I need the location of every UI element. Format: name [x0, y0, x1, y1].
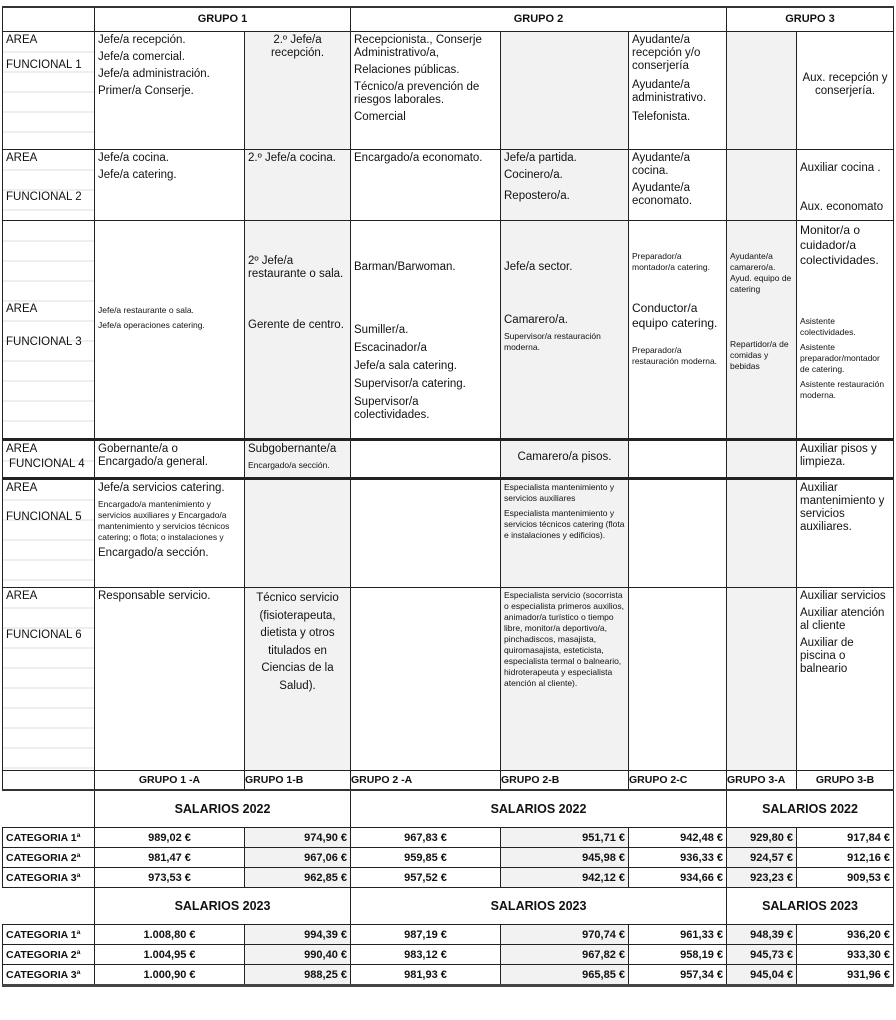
corner-cell	[3, 7, 95, 32]
cell-grupo-2a	[351, 440, 501, 479]
job-title: Aux. recepción y conserjería.	[802, 72, 888, 97]
job-title: Camarero/a pisos.	[517, 450, 612, 463]
area-row	[3, 150, 894, 221]
job-title: Sumiller/a.	[354, 324, 409, 336]
salary-grupo-2b: 945,98 €	[501, 848, 629, 868]
salary-grupo-2a: 981,93 €	[351, 965, 501, 986]
job-title: Jefe/a operaciones catering.	[98, 320, 205, 330]
area-label-bottom: FUNCIONAL 3	[6, 336, 82, 348]
job-title: Jefe/a partida.	[504, 152, 577, 164]
job-title: 2.º Jefe/a cocina.	[248, 152, 336, 164]
salary-grupo-3b: 936,20 €	[797, 925, 894, 945]
job-title: Jefe/a restaurante o sala.	[98, 305, 194, 315]
cell-grupo-1b	[245, 479, 351, 588]
job-title: Técnico servicio (fisioterapeuta, dietista y otros titulados en Ciencias de la Salud).	[256, 592, 339, 692]
salary-grupo-2c: 942,48 €	[629, 828, 727, 848]
cell-grupo-2b	[501, 221, 629, 440]
area-row	[3, 221, 894, 440]
category-label: CATEGORIA 2ª	[3, 945, 95, 965]
salary-grupo-1a: 1.004,95 €	[95, 945, 245, 965]
cell-grupo-2c	[629, 479, 727, 588]
cell-grupo-1a	[95, 440, 245, 479]
salary-grupo-3a: 923,23 €	[727, 868, 797, 888]
salary-year-title: SALARIOS 2023	[95, 888, 351, 925]
job-title: Supervisor/a catering.	[354, 378, 466, 390]
group-label-grupo-2c: GRUPO 2-C	[629, 771, 727, 791]
area-label-top: AREA	[6, 34, 38, 46]
job-title: Encargado/a economato.	[354, 152, 483, 164]
job-title: Preparador/a montador/a catering.	[632, 251, 710, 272]
cell-grupo-1b	[245, 440, 351, 479]
cell-grupo-3a	[727, 32, 797, 150]
job-title: Conductor/a equipo catering.	[632, 301, 718, 330]
group-label-row	[3, 771, 894, 791]
job-title: Jefe/a sector.	[504, 261, 573, 273]
job-title: Gobernante/a o Encargado/a general.	[98, 443, 208, 468]
cell-grupo-1a	[95, 221, 245, 440]
salary-grupo-3a: 945,04 €	[727, 965, 797, 986]
job-title: Ayudante/a cocina.	[632, 152, 690, 177]
group-label-blank	[3, 771, 95, 791]
salary-row	[3, 848, 894, 868]
cell-grupo-1a	[95, 32, 245, 150]
cell-grupo-2a	[351, 221, 501, 440]
job-title: Encargado/a sección.	[98, 547, 209, 559]
cell-grupo-2a	[351, 150, 501, 221]
job-title: Gerente de centro.	[248, 319, 344, 331]
group-1-header: GRUPO 1	[95, 7, 351, 32]
job-title: Supervisor/a colectividades.	[354, 396, 430, 421]
cell-grupo-1b	[245, 588, 351, 771]
area-label-bottom: FUNCIONAL 6	[6, 629, 82, 641]
job-title: Encargado/a mantenimiento y servicios auxiliares y Encargado/a mantenimiento y servicios técnicos catering; o flota; o instalaciones y	[98, 499, 230, 542]
area-label-top: AREA	[6, 590, 38, 602]
salary-grupo-1a: 1.008,80 €	[95, 925, 245, 945]
area-label	[3, 440, 95, 479]
job-title: Encargado/a sección.	[248, 460, 330, 470]
salary-grupo-3b: 912,16 €	[797, 848, 894, 868]
group-label-grupo-3b: GRUPO 3-B	[797, 771, 894, 791]
cell-grupo-2a	[351, 479, 501, 588]
area-label	[3, 32, 95, 150]
job-title: Especialista servicio (socorrista o especialista primeros auxilios, animador/a turístico o tiempo libre, monitor/a deportivo/a, pinchadiscos, masajista, quiromasajista, esteticista, especialista termal o balneario, hidroterapeuta y especialista atención al cliente).	[504, 590, 624, 688]
salary-row	[3, 925, 894, 945]
job-title: Ayudante/a camarero/a. Ayud. equipo de catering	[730, 251, 792, 294]
area-label	[3, 588, 95, 771]
area-label-top: AREA	[6, 152, 38, 164]
cell-grupo-3b	[797, 32, 894, 150]
cell-grupo-2c	[629, 440, 727, 479]
job-title: Asistente preparador/montador de catering.	[800, 342, 880, 374]
salary-grupo-2c: 961,33 €	[629, 925, 727, 945]
salary-grupo-3b: 909,53 €	[797, 868, 894, 888]
job-title: Jefe/a recepción.	[98, 34, 186, 46]
salary-grupo-1b: 967,06 €	[245, 848, 351, 868]
cell-grupo-3a	[727, 440, 797, 479]
job-title: 2.º Jefe/a recepción.	[270, 34, 325, 59]
salary-title-row	[3, 888, 894, 925]
salary-grupo-1a: 1.000,90 €	[95, 965, 245, 986]
salary-row	[3, 965, 894, 986]
job-title: Ayudante/a economato.	[632, 182, 693, 207]
salary-grupo-2a: 967,83 €	[351, 828, 501, 848]
category-label: CATEGORIA 3ª	[3, 868, 95, 888]
group-label-grupo-2a: GRUPO 2 -A	[351, 771, 501, 791]
group-label-grupo-3a: GRUPO 3-A	[727, 771, 797, 791]
job-title: Escacinador/a	[354, 342, 427, 354]
salary-grupo-2b: 965,85 €	[501, 965, 629, 986]
job-title: Comercial	[354, 111, 406, 123]
cell-grupo-3a	[727, 150, 797, 221]
salary-title-blank	[3, 888, 95, 925]
cell-grupo-1a	[95, 150, 245, 221]
cell-grupo-3b	[797, 479, 894, 588]
salary-row	[3, 828, 894, 848]
cell-grupo-3b	[797, 440, 894, 479]
salary-grupo-2c: 936,33 €	[629, 848, 727, 868]
cell-grupo-3a	[727, 588, 797, 771]
cell-grupo-3b	[797, 221, 894, 440]
cell-grupo-1a	[95, 588, 245, 771]
job-title: Supervisor/a restauración moderna.	[504, 331, 601, 352]
job-title: Ayudante/a administrativo.	[632, 79, 707, 104]
job-title: Aux. economato	[800, 201, 884, 213]
area-label-top: AREA	[6, 303, 38, 315]
job-title: 2º Jefe/a restaurante o sala.	[248, 255, 344, 280]
cell-grupo-2b	[501, 32, 629, 150]
professional-classification-table	[2, 6, 894, 791]
category-label: CATEGORIA 1ª	[3, 828, 95, 848]
job-title: Primer/a Conserje.	[98, 85, 194, 97]
salary-grupo-1b: 990,40 €	[245, 945, 351, 965]
salary-year-title: SALARIOS 2023	[351, 888, 727, 925]
job-title: Auxiliar mantenimiento y servicios auxiliares.	[800, 482, 885, 533]
job-title: Ayudante/a recepción y/o conserjería	[632, 34, 701, 72]
job-title: Jefe/a catering.	[98, 169, 177, 181]
salary-grupo-1a: 981,47 €	[95, 848, 245, 868]
salary-grupo-1a: 973,53 €	[95, 868, 245, 888]
cell-grupo-2c	[629, 32, 727, 150]
area-label-bottom: FUNCIONAL 4	[9, 458, 85, 470]
salary-grupo-3a: 929,80 €	[727, 828, 797, 848]
cell-grupo-2b	[501, 150, 629, 221]
area-label-bottom: FUNCIONAL 1	[6, 59, 82, 71]
group-label-grupo-2b: GRUPO 2-B	[501, 771, 629, 791]
area-label	[3, 221, 95, 440]
area-label-bottom: FUNCIONAL 5	[6, 511, 82, 523]
job-title: Jefe/a cocina.	[98, 152, 169, 164]
group-2-header: GRUPO 2	[351, 7, 727, 32]
cell-grupo-2b	[501, 440, 629, 479]
salary-grupo-1b: 962,85 €	[245, 868, 351, 888]
salary-row	[3, 868, 894, 888]
group-label-grupo-1a: GRUPO 1 -A	[95, 771, 245, 791]
cell-grupo-2a	[351, 588, 501, 771]
cell-grupo-3b	[797, 588, 894, 771]
job-title: Asistente colectividades.	[800, 316, 856, 337]
salary-year-title: SALARIOS 2022	[95, 791, 351, 828]
group-header-row	[3, 7, 894, 32]
category-label: CATEGORIA 1ª	[3, 925, 95, 945]
salary-grupo-2b: 967,82 €	[501, 945, 629, 965]
cell-grupo-1b	[245, 221, 351, 440]
salary-grupo-3b: 931,96 €	[797, 965, 894, 986]
salary-table	[2, 791, 894, 987]
job-title: Jefe/a comercial.	[98, 51, 185, 63]
cell-grupo-1b	[245, 32, 351, 150]
salary-grupo-1b: 974,90 €	[245, 828, 351, 848]
salary-year-title: SALARIOS 2022	[351, 791, 727, 828]
salary-grupo-2c: 934,66 €	[629, 868, 727, 888]
salary-grupo-2b: 942,12 €	[501, 868, 629, 888]
job-title: Técnico/a prevención de riesgos laborales.	[354, 81, 480, 106]
salary-grupo-2b: 970,74 €	[501, 925, 629, 945]
cell-grupo-3a	[727, 479, 797, 588]
category-label: CATEGORIA 3ª	[3, 965, 95, 986]
cell-grupo-1a	[95, 479, 245, 588]
salary-grupo-3a: 945,73 €	[727, 945, 797, 965]
job-title: Jefe/a sala catering.	[354, 360, 457, 372]
job-title: Responsable servicio.	[98, 590, 211, 602]
area-label-top: AREA	[6, 443, 38, 455]
cell-grupo-3b	[797, 150, 894, 221]
job-title: Preparador/a restauración moderna.	[632, 345, 718, 366]
job-title: Relaciones públicas.	[354, 64, 460, 76]
cell-grupo-2c	[629, 221, 727, 440]
salary-row	[3, 945, 894, 965]
salary-grupo-2c: 958,19 €	[629, 945, 727, 965]
job-title: Subgobernante/a	[248, 443, 337, 455]
salary-grupo-1b: 988,25 €	[245, 965, 351, 986]
area-row	[3, 32, 894, 150]
salary-grupo-1a: 989,02 €	[95, 828, 245, 848]
cell-grupo-2c	[629, 588, 727, 771]
area-label	[3, 150, 95, 221]
salary-grupo-2a: 987,19 €	[351, 925, 501, 945]
salary-grupo-3b: 933,30 €	[797, 945, 894, 965]
area-row	[3, 588, 894, 771]
job-title: Repartidor/a de comidas y bebidas	[730, 339, 789, 371]
salary-grupo-2a: 957,52 €	[351, 868, 501, 888]
salary-grupo-3a: 924,57 €	[727, 848, 797, 868]
area-row	[3, 479, 894, 588]
job-title: Camarero/a.	[504, 314, 568, 326]
job-title: Telefonista.	[632, 111, 691, 123]
job-title: Asistente restauración moderna.	[800, 379, 885, 400]
salary-grupo-2a: 959,85 €	[351, 848, 501, 868]
job-title: Auxiliar de piscina o balneario	[800, 637, 854, 675]
job-title: Cocinero/a.	[504, 169, 563, 181]
salary-title-blank	[3, 791, 95, 828]
salary-grupo-3b: 917,84 €	[797, 828, 894, 848]
salary-grupo-2b: 951,71 €	[501, 828, 629, 848]
cell-grupo-1b	[245, 150, 351, 221]
job-title: Especialista mantenimiento y servicios auxiliares	[504, 482, 615, 503]
job-title: Repostero/a.	[504, 190, 570, 202]
job-title: Jefe/a administración.	[98, 68, 210, 80]
job-title: Especialista mantenimiento y servicios técnicos catering (flota e instalaciones y edificios).	[504, 508, 625, 540]
job-title: Auxiliar servicios	[800, 590, 886, 602]
job-title: Auxiliar cocina .	[800, 162, 881, 174]
cell-grupo-3a	[727, 221, 797, 440]
classification-salary-table	[2, 6, 894, 987]
group-label-grupo-1b: GRUPO 1-B	[245, 771, 351, 791]
cell-grupo-2a	[351, 32, 501, 150]
salary-grupo-3a: 948,39 €	[727, 925, 797, 945]
category-label: CATEGORIA 2ª	[3, 848, 95, 868]
area-label	[3, 479, 95, 588]
salary-year-title: SALARIOS 2023	[727, 888, 894, 925]
job-title: Jefe/a servicios catering.	[98, 482, 225, 494]
area-label-bottom: FUNCIONAL 2	[6, 191, 82, 203]
salary-year-title: SALARIOS 2022	[727, 791, 894, 828]
job-title: Barman/Barwoman.	[354, 261, 456, 273]
cell-grupo-2b	[501, 588, 629, 771]
job-title: Auxiliar atención al cliente	[800, 607, 885, 632]
salary-grupo-1b: 994,39 €	[245, 925, 351, 945]
area-row	[3, 440, 894, 479]
salary-grupo-2c: 957,34 €	[629, 965, 727, 986]
job-title: Auxiliar pisos y limpieza.	[800, 443, 877, 468]
job-title: Monitor/a o cuidador/a colectividades.	[800, 223, 879, 267]
cell-grupo-2c	[629, 150, 727, 221]
group-3-header: GRUPO 3	[727, 7, 894, 32]
area-label-top: AREA	[6, 482, 38, 494]
salary-grupo-2a: 983,12 €	[351, 945, 501, 965]
cell-grupo-2b	[501, 479, 629, 588]
job-title: Recepcionista., Conserje Administrativo/a,	[354, 34, 482, 59]
salary-title-row	[3, 791, 894, 828]
